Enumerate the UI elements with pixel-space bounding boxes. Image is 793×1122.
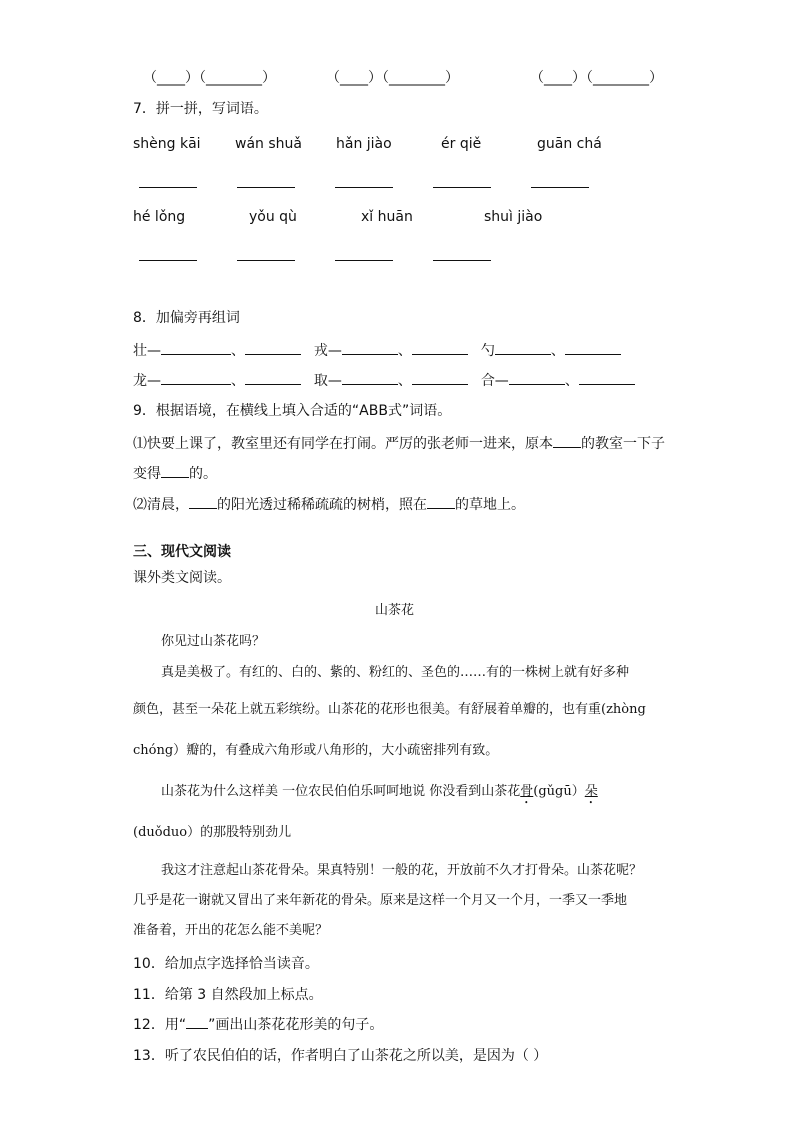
q9-item-2: [133, 494, 525, 514]
text: 12．用“: [133, 1017, 187, 1033]
section-subheading: 课外类文阅读。: [133, 570, 231, 586]
text: 的。: [189, 466, 217, 482]
text: 的教室一下子: [581, 436, 665, 452]
pinyin-item: hé lǒng: [133, 209, 186, 225]
bracket-blank[interactable]: （________）: [382, 70, 459, 86]
bracket-blank[interactable]: （________）: [586, 70, 663, 86]
passage-paragraph-3-line-1: [161, 780, 598, 807]
answer-blank[interactable]: [579, 370, 635, 385]
text: ”画出山茶花花形美的句子。: [208, 1017, 384, 1033]
separator: 、: [231, 343, 245, 359]
pinyin-item: yǒu qù: [249, 209, 297, 225]
radical-char: 戎—: [313, 343, 342, 359]
q9-item-1-line-2: [133, 463, 217, 483]
radical-row-1: [133, 340, 621, 360]
radical-row-2: [133, 370, 635, 390]
separator: 、: [231, 373, 245, 389]
answer-blank[interactable]: [553, 433, 581, 448]
q9-item-1-line-1: [133, 433, 665, 453]
answer-blank[interactable]: [189, 494, 217, 509]
question-11: 11．给第 3 自然段加上标点。: [133, 987, 323, 1003]
separator: 、: [397, 373, 412, 389]
text: ⑵清晨，: [133, 497, 189, 513]
answer-blank[interactable]: [161, 370, 231, 385]
q7-title: 7．拼一拼，写词语。: [133, 101, 268, 117]
pinyin-item: guān chá: [537, 136, 602, 152]
q8-title: 8．加偏旁再组词: [133, 310, 240, 326]
bracket-blank[interactable]: （________）: [199, 70, 276, 86]
separator: 、: [397, 343, 412, 359]
answer-blank[interactable]: [342, 340, 398, 355]
answer-blank[interactable]: [509, 370, 565, 385]
answer-blank[interactable]: [412, 370, 468, 385]
answer-line[interactable]: [237, 259, 295, 261]
passage-paragraph-2-line-2: 颜色，甚至一朵花上就五彩缤纷。山茶花的花形也很美。有舒展着单瓣的，也有重(zhòng: [133, 702, 646, 717]
pinyin-annotation: chóng）: [133, 743, 187, 758]
text: 的草地上。: [455, 497, 525, 513]
answer-blank[interactable]: [412, 340, 468, 355]
radical-char: 勺: [480, 343, 495, 359]
answer-blank[interactable]: [245, 340, 301, 355]
answer-blank[interactable]: [161, 463, 189, 478]
bracket-blank[interactable]: （____）: [143, 70, 199, 86]
text: ⑴快要上课了，教室里还有同学在打闹。严厉的张老师一进来，原本: [133, 436, 553, 452]
answer-line[interactable]: [139, 186, 197, 188]
pinyin-item: shèng kāi: [133, 136, 201, 152]
bracket-blank[interactable]: （____）: [530, 70, 586, 86]
answer-line[interactable]: [531, 186, 589, 188]
pinyin-item: hǎn jiào: [336, 136, 392, 152]
dotted-char: 朵: [584, 784, 598, 799]
pinyin-item: shuì jiào: [484, 209, 543, 225]
pinyin-annotation: (gǔgū）: [533, 784, 585, 799]
radical-char: 壮—: [133, 343, 161, 359]
answer-line[interactable]: [335, 186, 393, 188]
passage-paragraph-4-line-2: 几乎是花一谢就又冒出了来年新花的骨朵。原来是这样一个月又一个月，一季又一季地: [133, 893, 628, 908]
passage-paragraph-1: 你见过山茶花吗？: [161, 634, 266, 649]
answer-line[interactable]: [433, 186, 491, 188]
answer-blank[interactable]: [427, 494, 455, 509]
bracket-group-3: [530, 67, 663, 87]
passage-title: 山茶花: [375, 603, 415, 618]
radical-char: 取—: [313, 373, 342, 389]
pinyin-item: ér qiě: [441, 136, 482, 152]
answer-line[interactable]: [433, 259, 491, 261]
text: 瓣的，有叠成六角形或八角形的，大小疏密排列有致。: [186, 743, 499, 758]
text: 的阳光透过稀稀疏疏的树梢，照在: [217, 497, 427, 513]
bracket-blank[interactable]: （____）: [326, 70, 382, 86]
bracket-group-2: [326, 67, 459, 87]
answer-line[interactable]: [335, 259, 393, 261]
text: 山茶花为什么这样美 一位农民伯伯乐呵呵地说 你没看到山茶花: [161, 784, 521, 799]
passage-paragraph-2-line-3: [133, 739, 498, 758]
question-10: 10．给加点字选择恰当读音。: [133, 956, 319, 972]
radical-char: 龙—: [133, 373, 161, 389]
radical-char: 合—: [480, 373, 509, 389]
text: 变得: [133, 466, 161, 482]
dotted-char: 骨: [520, 784, 534, 799]
answer-line[interactable]: [139, 259, 197, 261]
passage-paragraph-4-line-1: 我这才注意起山茶花骨朵。果真特别！一般的花，开放前不久才打骨朵。山茶花呢？: [161, 863, 643, 878]
separator: 、: [564, 373, 579, 389]
pinyin-annotation: (duǒduo）: [133, 825, 201, 840]
answer-blank[interactable]: [565, 340, 621, 355]
separator: 、: [550, 343, 565, 359]
answer-blank[interactable]: [161, 340, 231, 355]
pinyin-item: xǐ huān: [361, 209, 413, 225]
bracket-group-1: [143, 67, 276, 87]
passage-paragraph-2-line-1: 真是美极了。有红的、白的、紫的、粉红的、圣色的……有的一株树上就有好多种: [161, 665, 630, 680]
text: 的那股特别劲儿: [200, 825, 292, 840]
underline-sample: [186, 1014, 208, 1029]
q9-title: 9．根据语境，在横线上填入合适的“ABB式”词语。: [133, 403, 452, 419]
answer-line[interactable]: [237, 186, 295, 188]
answer-blank[interactable]: [342, 370, 398, 385]
answer-blank[interactable]: [245, 370, 301, 385]
pinyin-item: wán shuǎ: [235, 136, 302, 152]
section-heading: 三、现代文阅读: [133, 544, 231, 560]
question-13: 13．听了农民伯伯的话，作者明白了山茶花之所以美，是因为（ ）: [133, 1048, 548, 1064]
passage-paragraph-4-line-3: 准备着，开出的花怎么能不美呢？: [133, 923, 329, 938]
answer-blank[interactable]: [495, 340, 551, 355]
passage-paragraph-3-line-2: [133, 821, 291, 840]
question-12: [133, 1014, 383, 1034]
